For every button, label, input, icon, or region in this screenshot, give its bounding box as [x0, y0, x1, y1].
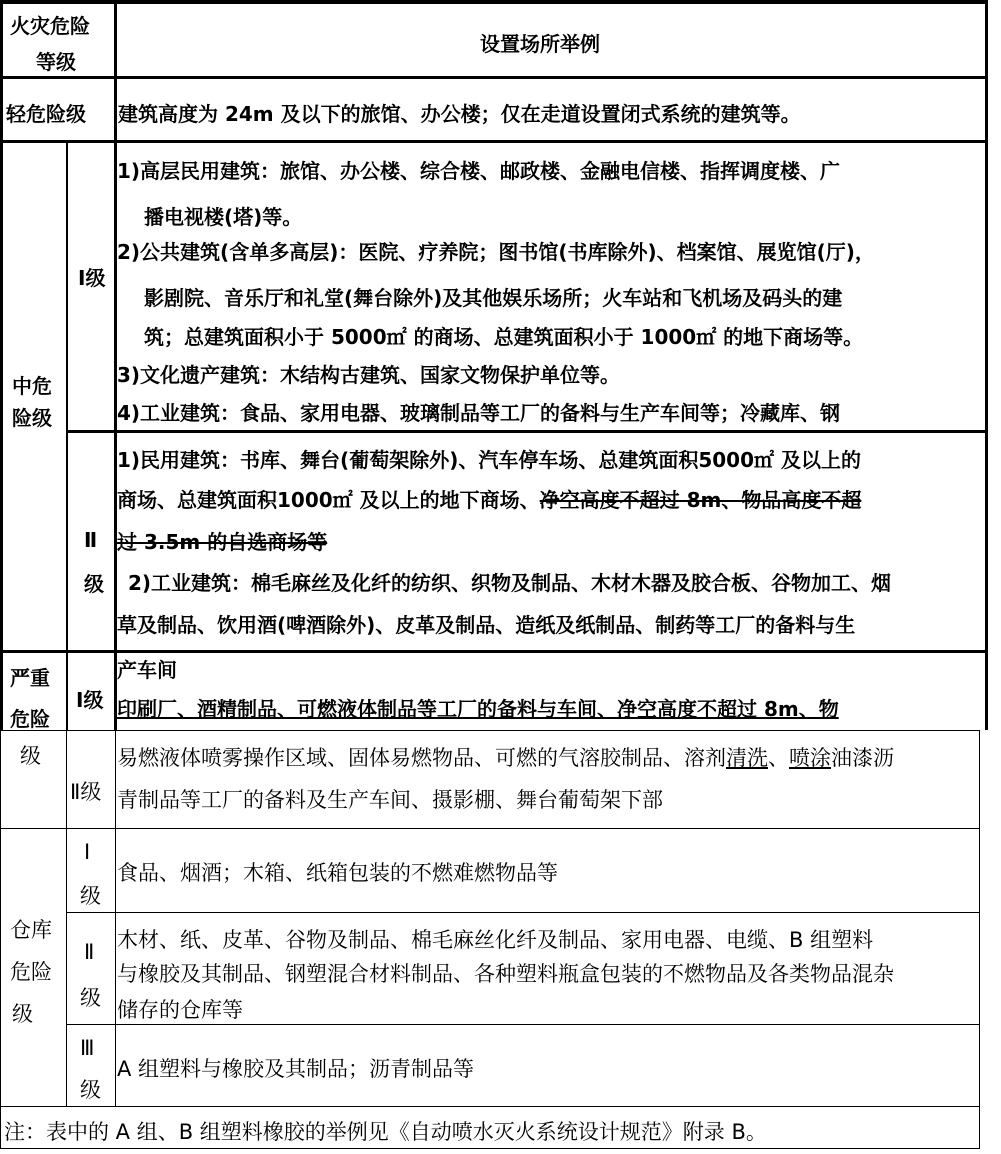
medium-grade-2-line: 2)工业建筑：棉毛麻丝及化纤的纺织、织物及制品、木材木器及胶合板、谷物加工、烟 — [128, 571, 892, 595]
medium-grade-1-line: 播电视楼(塔)等。 — [144, 205, 303, 229]
medium-grade-2-text: 商场、总建筑面积1000㎡ 及以上的地下商场、 — [117, 488, 540, 512]
severe-grade-2-line: 青制品等工厂的备料及生产车间、摄影棚、舞台葡萄架下部 — [117, 788, 663, 812]
medium-hazard-label-line2: 险级 — [12, 406, 52, 430]
severe-grade-1-underlined-text: 净空高度不超过 8m、物 — [617, 697, 839, 721]
warehouse-hazard-label-line1: 仓库 — [10, 918, 52, 942]
warehouse-grade-2-label-line2: 级 — [80, 986, 101, 1010]
warehouse-grade-2-line: 储存的仓库等 — [117, 998, 243, 1022]
medium-grade-2-struck-line: 过 3.5m 的自选商场等 — [117, 530, 328, 554]
severe-hazard-label-line1: 严重 — [10, 666, 50, 690]
severe-grade-2-line — [117, 742, 894, 772]
light-hazard-text: 建筑高度为 24m 及以下的旅馆、办公楼；仅在走道设置闭式系统的建筑等。 — [118, 102, 801, 126]
header-grade-line2: 等级 — [36, 50, 76, 74]
medium-grade-1-line: 4)工业建筑：食品、家用电器、玻璃制品等工厂的备料与生产车间等；冷藏库、钢 — [117, 401, 841, 425]
medium-grade-1-line: 3)文化遗产建筑：木结构古建筑、国家文物保护单位等。 — [117, 363, 621, 387]
medium-grade-2-line: 产车间 — [117, 658, 177, 682]
warehouse-grade-3-label-line2: 级 — [80, 1078, 101, 1102]
warehouse-grade-2-line: 木材、纸、皮革、谷物及制品、棉毛麻丝化纤及制品、家用电器、电缆、B 组塑料 — [117, 928, 874, 952]
warehouse-grade-1-text: 食品、烟酒；木箱、纸箱包装的不燃难燃物品等 — [117, 861, 558, 885]
warehouse-hazard-label-line3: 级 — [12, 1002, 33, 1026]
medium-grade-1-line: 2)公共建筑(含单多高层)：医院、疗养院；图书馆(书库除外)、档案馆、展览馆(厅)， — [117, 240, 875, 264]
medium-grade-2-label-line2: 级 — [84, 572, 104, 596]
medium-grade-1-line: 筑；总建筑面积小于 5000㎡ 的商场、总建筑面积小于 1000㎡ 的地下商场等。 — [144, 325, 864, 349]
warehouse-grade-1-label-line1: Ⅰ — [84, 840, 91, 864]
warehouse-hazard-label-line2: 危险 — [10, 960, 52, 984]
warehouse-grade-1-label-line2: 级 — [80, 884, 101, 908]
severe-grade-2-underlined-text: 清洗 — [726, 746, 768, 770]
severe-grade-2-label: Ⅱ级 — [70, 780, 102, 804]
warehouse-grade-2-line: 与橡胶及其制品、钢塑混合材料制品、各种塑料瓶盒包装的不燃物品及各类物品混杂 — [117, 962, 894, 986]
severe-grade-2-text: 油漆沥 — [831, 746, 894, 770]
medium-hazard-label-line1: 中危 — [12, 374, 52, 398]
severe-grade-2-text: 易燃液体喷雾操作区域、固体易燃物品、可燃的气溶胶制品、溶剂 — [117, 746, 726, 770]
header-grade-line1: 火灾危险 — [10, 14, 90, 38]
header-examples: 设置场所举例 — [480, 32, 600, 56]
light-hazard-label: 轻危险级 — [6, 102, 86, 126]
medium-grade-2-line: 1)民用建筑：书库、舞台(葡萄架除外)、汽车停车场、总建筑面积5000㎡ 及以上的 — [117, 448, 861, 472]
severe-grade-2-underlined-text: 喷涂 — [789, 746, 831, 770]
severe-hazard-label-line2: 危险 — [10, 707, 50, 731]
severe-grade-1-label: Ⅰ级 — [76, 688, 104, 712]
medium-grade-2-line: 草及制品、饮用酒(啤酒除外)、皮革及制品、造纸及纸制品、制药等工厂的备料与生 — [117, 613, 856, 637]
table-note: 注：表中的 A 组、B 组塑料橡胶的举例见《自动喷水灭火系统设计规范》附录 B。 — [4, 1120, 767, 1144]
medium-grade-2-line — [117, 484, 861, 513]
medium-grade-1-line: 影剧院、音乐厅和礼堂(舞台除外)及其他娱乐场所；火车站和飞机场及码头的建 — [144, 286, 843, 310]
warehouse-grade-3-label-line1: Ⅲ — [80, 1036, 95, 1060]
medium-grade-2-label-line1: Ⅱ — [84, 528, 98, 552]
medium-grade-2-struck-text: 净空高度不超过 8m、物品高度不超 — [539, 488, 862, 512]
severe-hazard-label-line3: 级 — [20, 744, 41, 768]
severe-grade-1-underlined-text: 印刷厂、酒精制品、可燃液体制品等工厂的备料与车间、 — [117, 697, 617, 721]
medium-grade-1-label: Ⅰ级 — [78, 266, 106, 290]
warehouse-grade-2-label-line1: Ⅱ — [84, 940, 95, 964]
warehouse-grade-3-text: A 组塑料与橡胶及其制品；沥青制品等 — [117, 1057, 475, 1081]
severe-grade-2-text: 、 — [768, 746, 789, 770]
medium-grade-1-line: 1)高层民用建筑：旅馆、办公楼、综合楼、邮政楼、金融电信楼、指挥调度楼、广 — [117, 159, 841, 183]
severe-grade-1-line — [117, 693, 839, 722]
